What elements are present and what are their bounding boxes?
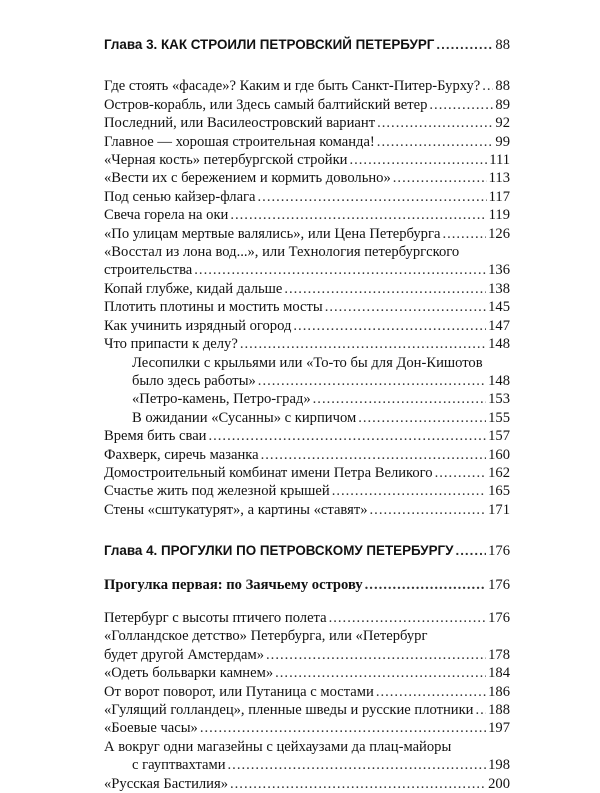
toc-entry[interactable] bbox=[104, 225, 510, 243]
toc-entry[interactable] bbox=[104, 335, 510, 353]
dot-leader bbox=[258, 188, 487, 206]
page-number: 160 bbox=[488, 446, 510, 463]
dot-leader bbox=[194, 261, 486, 279]
toc-entry[interactable] bbox=[104, 701, 510, 719]
toc-entry[interactable] bbox=[104, 151, 510, 169]
dot-leader bbox=[208, 427, 486, 445]
toc-entry[interactable] bbox=[104, 683, 510, 701]
toc-entry[interactable] bbox=[104, 280, 510, 298]
page-number: 200 bbox=[488, 775, 510, 792]
toc-entry[interactable] bbox=[104, 77, 510, 95]
dot-leader bbox=[377, 114, 493, 132]
dot-leader bbox=[293, 317, 486, 335]
page-number: 126 bbox=[488, 225, 510, 242]
page-number: 165 bbox=[488, 483, 510, 500]
dot-leader bbox=[332, 482, 486, 500]
dot-leader bbox=[228, 756, 487, 774]
toc-entry[interactable] bbox=[104, 261, 510, 279]
dot-leader bbox=[329, 609, 487, 627]
dot-leader bbox=[258, 372, 486, 390]
dot-leader bbox=[230, 775, 486, 793]
entry-title-line2: строительства bbox=[104, 262, 193, 279]
page-number: 136 bbox=[488, 262, 510, 279]
entry-title: Остров-корабль, или Здесь самый балтийский ветер bbox=[104, 96, 428, 113]
toc-entry[interactable] bbox=[104, 646, 510, 664]
dot-leader bbox=[365, 576, 486, 594]
toc-entry[interactable] bbox=[104, 464, 510, 482]
toc-sub-entry[interactable] bbox=[104, 409, 510, 427]
entry-title: «Черная кость» петербургской стройки bbox=[104, 152, 348, 169]
page-number: 113 bbox=[488, 170, 510, 187]
walk-title: Прогулка первая: по Заячьему острову bbox=[104, 576, 363, 593]
entry-title: Свеча горела на оки bbox=[104, 207, 229, 224]
dot-leader bbox=[376, 683, 486, 701]
entry-title-line1[interactable]: «Восстал из лона вод...», или Технология петербургского bbox=[104, 244, 460, 261]
entry-title: «Вести их с бережением и кормить довольно» bbox=[104, 170, 391, 187]
dot-leader bbox=[455, 542, 486, 560]
page-number: 111 bbox=[489, 152, 510, 169]
dot-leader bbox=[261, 446, 486, 464]
sub-entry-title-line1[interactable]: Лесопилки с крыльями или «То-то бы для Дон-Кишотов bbox=[132, 354, 483, 371]
entry-title: Копай глубже, кидай дальше bbox=[104, 280, 283, 297]
toc-entry[interactable] bbox=[104, 775, 510, 793]
page-number: 171 bbox=[488, 501, 510, 518]
page-number: 184 bbox=[488, 665, 510, 682]
page-number: 188 bbox=[488, 702, 510, 718]
dot-leader bbox=[266, 646, 486, 664]
entry-title: «Петро-камень, Петро-град» bbox=[132, 391, 311, 408]
dot-leader bbox=[349, 151, 487, 169]
entry-title-line2: с гауптвахтами bbox=[132, 757, 226, 774]
dot-leader bbox=[284, 280, 486, 298]
entry-title: Фахверк, сиречь мазанка bbox=[104, 446, 259, 463]
dot-leader bbox=[393, 169, 487, 187]
dot-leader bbox=[442, 225, 486, 243]
toc-entry[interactable] bbox=[104, 756, 510, 774]
page-number: 157 bbox=[488, 428, 510, 445]
page-number: 117 bbox=[488, 188, 510, 205]
entry-title: «По улицам мертвые валялись», или Цена Петербурга bbox=[104, 225, 441, 242]
chapter-3-heading[interactable] bbox=[104, 36, 510, 54]
page-number: 145 bbox=[488, 299, 510, 316]
toc-entry[interactable] bbox=[104, 133, 510, 151]
toc-entry[interactable] bbox=[104, 114, 510, 132]
toc-entry[interactable] bbox=[104, 206, 510, 224]
dot-leader bbox=[436, 36, 493, 54]
page-number: 148 bbox=[488, 372, 510, 389]
toc-sub-entry[interactable] bbox=[104, 390, 510, 408]
page-number: 92 bbox=[495, 115, 510, 132]
page-number: 99 bbox=[495, 133, 510, 150]
entry-title: «Русская Бастилия» bbox=[104, 775, 228, 792]
dot-leader bbox=[313, 390, 486, 408]
spacer bbox=[104, 594, 510, 609]
spacer bbox=[104, 54, 510, 77]
dot-leader bbox=[377, 133, 494, 151]
entry-title: «Боевые часы» bbox=[104, 720, 198, 737]
spacer bbox=[104, 561, 510, 576]
entry-title: «Одеть больварки камнем» bbox=[104, 665, 274, 682]
page-number: 178 bbox=[488, 646, 510, 663]
toc-entry[interactable] bbox=[104, 482, 510, 500]
page-number: 153 bbox=[488, 391, 510, 408]
toc-sub-entry[interactable] bbox=[104, 372, 510, 390]
chapter-title: Глава 4. ПРОГУЛКИ ПО ПЕТРОВСКОМУ ПЕТЕРБУРГУ bbox=[104, 543, 454, 559]
toc-entry[interactable] bbox=[104, 298, 510, 316]
page-number: 147 bbox=[488, 317, 510, 334]
page-number: 148 bbox=[488, 336, 510, 353]
dot-leader bbox=[358, 409, 486, 427]
page-number: 197 bbox=[488, 720, 510, 737]
dot-leader bbox=[435, 464, 487, 482]
dot-leader bbox=[230, 206, 486, 224]
entry-title: Счастье жить под железной крышей bbox=[104, 483, 330, 500]
entry-title: Домостроительный комбинат имени Петра Великого bbox=[104, 464, 433, 481]
spacer bbox=[104, 519, 510, 542]
toc-entry[interactable] bbox=[104, 188, 510, 206]
toc-entry[interactable] bbox=[104, 96, 510, 114]
entry-title: От ворот поворот, или Путаница с мостами bbox=[104, 683, 374, 700]
table-of-contents bbox=[104, 36, 510, 793]
dot-leader bbox=[275, 664, 486, 682]
dot-leader bbox=[240, 335, 486, 353]
page-number: 176 bbox=[488, 576, 510, 593]
entry-title: Как учинить изрядный огород bbox=[104, 317, 292, 334]
page-number: 88 bbox=[495, 37, 510, 53]
entry-title: Под сенью кайзер-флага bbox=[104, 188, 256, 205]
page-number: 198 bbox=[488, 757, 510, 774]
walk-heading[interactable] bbox=[104, 576, 510, 594]
chapter-4-heading[interactable] bbox=[104, 542, 510, 560]
entry-title: Плотить плотины и мостить мосты bbox=[104, 299, 323, 316]
entry-title: Где стоять «фасаде»? Каким и где быть Санкт-Питер-Бурху? bbox=[104, 78, 481, 95]
entry-title: Время бить сваи bbox=[104, 428, 207, 445]
entry-title-line1[interactable]: «Голландское детство» Петербурга, или «Петербург bbox=[104, 628, 428, 645]
entry-title-line1[interactable]: А вокруг одни магазейны с цейхаузами да плац-майоры bbox=[104, 738, 452, 755]
dot-leader bbox=[200, 719, 486, 737]
page-number: 88 bbox=[495, 78, 510, 95]
dot-leader bbox=[429, 96, 493, 114]
entry-title: В ожидании «Сусанны» с кирпичом bbox=[132, 409, 357, 426]
entry-title: Последний, или Василеостровский вариант bbox=[104, 115, 376, 132]
page-number: 119 bbox=[488, 207, 510, 224]
toc-entry[interactable] bbox=[104, 664, 510, 682]
toc-entry[interactable] bbox=[104, 427, 510, 445]
entry-title-line2: было здесь работы» bbox=[132, 372, 256, 389]
toc-entry[interactable] bbox=[104, 501, 510, 519]
dot-leader bbox=[475, 701, 486, 719]
toc-entry[interactable] bbox=[104, 609, 510, 627]
toc-entry[interactable] bbox=[104, 446, 510, 464]
page-number: 186 bbox=[488, 683, 510, 700]
entry-title: Петербург с высоты птичего полета bbox=[104, 609, 327, 626]
entry-title: Стены «сштукатурят», а картины «ставят» bbox=[104, 501, 368, 518]
dot-leader bbox=[325, 298, 486, 316]
dot-leader bbox=[482, 77, 493, 95]
entry-title: «Гулящий голландец», пленные шведы и русские плотники bbox=[104, 702, 474, 718]
dot-leader bbox=[370, 501, 487, 519]
page-number: 176 bbox=[488, 543, 510, 560]
entry-title-line2: будет другой Амстердам» bbox=[104, 646, 265, 663]
page-number: 155 bbox=[488, 409, 510, 426]
chapter-title: Глава 3. КАК СТРОИЛИ ПЕТРОВСКИЙ ПЕТЕРБУРГ bbox=[104, 37, 435, 52]
page-number: 176 bbox=[488, 609, 510, 626]
toc-entry[interactable] bbox=[104, 719, 510, 737]
page-number: 162 bbox=[488, 464, 510, 481]
toc-entry[interactable] bbox=[104, 169, 510, 187]
toc-entry[interactable] bbox=[104, 317, 510, 335]
page-number: 89 bbox=[495, 96, 510, 113]
page-number: 138 bbox=[488, 280, 510, 297]
entry-title: Главное — хорошая строительная команда! bbox=[104, 133, 375, 150]
entry-title: Что припасти к делу? bbox=[104, 336, 238, 353]
